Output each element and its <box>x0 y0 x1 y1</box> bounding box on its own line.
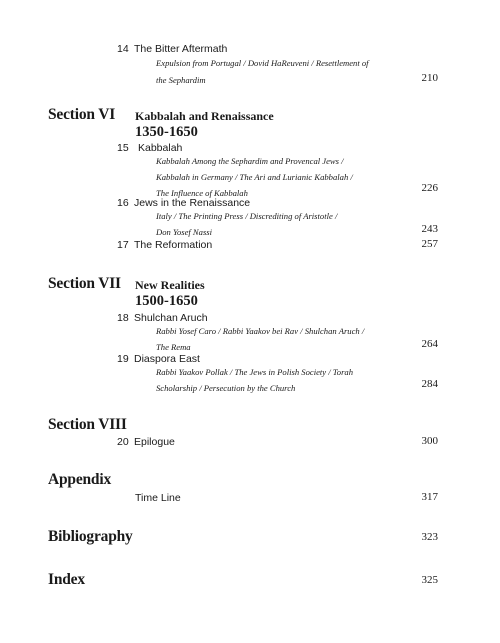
chapter-20-title: Epilogue <box>134 436 175 448</box>
chapter-18-title: Shulchan Aruch <box>134 312 208 324</box>
chapter-19-number: 19 <box>117 353 129 365</box>
section-7-title: New Realities <box>135 278 205 292</box>
chapter-17-page: 257 <box>421 238 438 250</box>
chapter-20-page: 300 <box>421 435 438 447</box>
chapter-16-title: Jews in the Renaissance <box>134 197 251 209</box>
chapter-14-title: The Bitter Aftermath <box>134 43 228 55</box>
index-page: 325 <box>421 574 438 586</box>
chapter-14-subtopics-line1: Expulsion from Portugal / Dovid HaReuveni / Resettlement of <box>156 58 369 68</box>
section-6-label: Section VI <box>48 106 116 123</box>
chapter-15-number: 15 <box>117 142 129 154</box>
section-6-years: 1350-1650 <box>135 124 198 140</box>
bibliography-heading: Bibliography <box>48 528 133 545</box>
chapter-18-page: 264 <box>421 338 438 350</box>
appendix-item-time-line: Time Line <box>135 492 181 504</box>
chapter-20-number: 20 <box>117 436 129 448</box>
chapter-16-number: 16 <box>117 197 129 209</box>
chapter-17-number: 17 <box>117 239 129 251</box>
chapter-15-page: 226 <box>421 182 438 194</box>
chapter-18-number: 18 <box>117 312 129 324</box>
appendix-page: 317 <box>421 491 438 503</box>
chapter-14-page: 210 <box>421 72 438 84</box>
section-7-label: Section VII <box>48 275 121 292</box>
chapter-18-subtopics-line2: The Rema <box>156 342 191 352</box>
chapter-15-subtopics-line1: Kabbalah Among the Sephardim and Provencal Jews / <box>156 156 344 166</box>
chapter-14-number: 14 <box>117 43 129 55</box>
chapter-16-page: 243 <box>421 223 438 235</box>
chapter-15-subtopics-line3: The Influence of Kabbalah <box>156 188 248 198</box>
section-6-title: Kabbalah and Renaissance <box>135 109 274 123</box>
appendix-heading: Appendix <box>48 471 112 488</box>
chapter-14-subtopics-line2: the Sephardim <box>156 75 206 85</box>
chapter-18-subtopics-line1: Rabbi Yosef Caro / Rabbi Yaakov bei Rav / Shulchan Aruch / <box>156 326 365 336</box>
chapter-15-title: Kabbalah <box>138 142 183 154</box>
index-heading: Index <box>48 571 85 588</box>
chapter-19-subtopics-line1: Rabbi Yaakov Pollak / The Jews in Polish Society / Torah <box>156 367 354 377</box>
section-8-label: Section VIII <box>48 416 127 433</box>
bibliography-page: 323 <box>421 531 438 543</box>
chapter-16-subtopics-line2: Don Yosef Nassi <box>156 227 213 237</box>
chapter-17-title: The Reformation <box>134 239 213 251</box>
chapter-19-page: 284 <box>421 378 438 390</box>
chapter-19-title: Diaspora East <box>134 353 200 365</box>
chapter-16-subtopics-line1: Italy / The Printing Press / Discrediting of Aristotle / <box>156 211 338 221</box>
section-7-years: 1500-1650 <box>135 293 198 309</box>
chapter-19-subtopics-line2: Scholarship / Persecution by the Church <box>156 383 296 393</box>
chapter-15-subtopics-line2: Kabbalah in Germany / The Ari and Lurianic Kabbalah / <box>156 172 353 182</box>
